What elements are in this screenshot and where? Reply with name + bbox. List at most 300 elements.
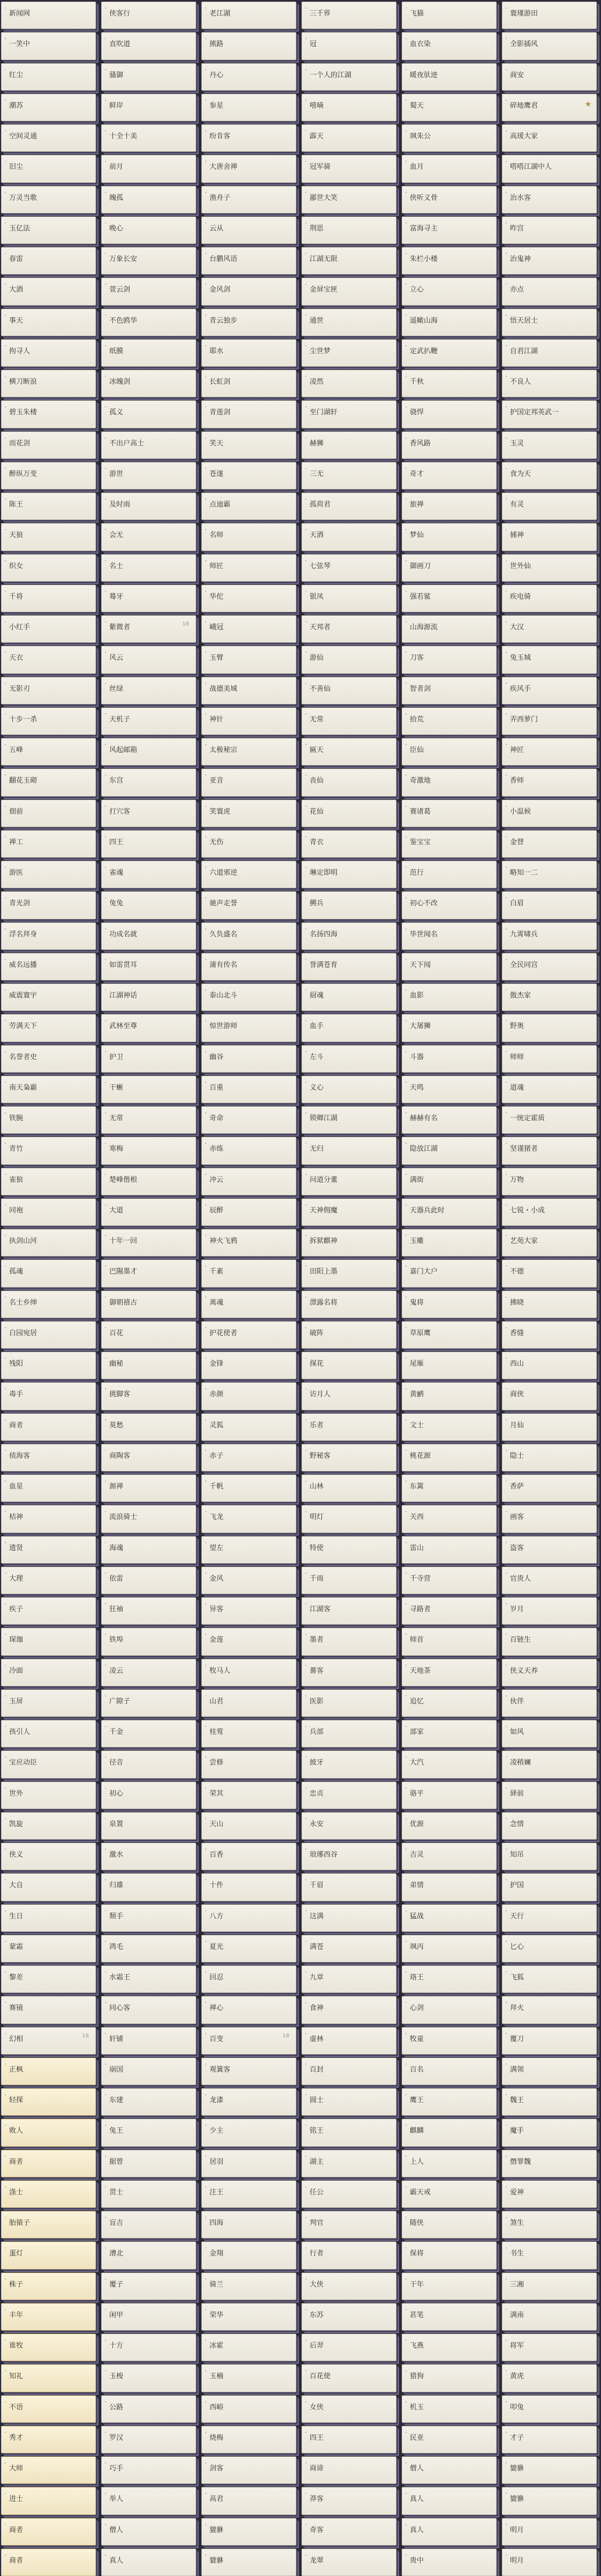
title-cell[interactable] — [302, 1382, 396, 1410]
title-cell[interactable] — [201, 2, 296, 29]
title-cell[interactable] — [502, 1076, 597, 1103]
title-cell[interactable] — [201, 155, 296, 182]
title-cell[interactable] — [302, 2119, 396, 2146]
title-cell[interactable] — [101, 1137, 196, 1164]
title-cell[interactable] — [101, 63, 196, 91]
title-cell[interactable] — [502, 94, 597, 121]
title-cell[interactable] — [402, 247, 497, 274]
title-cell[interactable] — [201, 1751, 296, 1778]
title-cell[interactable] — [502, 63, 597, 91]
title-cell[interactable] — [402, 1965, 497, 1993]
title-cell[interactable] — [402, 2334, 497, 2361]
title-cell[interactable] — [402, 94, 497, 121]
title-cell[interactable] — [302, 2273, 396, 2300]
title-cell[interactable] — [402, 2549, 497, 2576]
title-cell[interactable] — [402, 462, 497, 489]
title-cell[interactable] — [402, 554, 497, 582]
title-cell[interactable] — [201, 953, 296, 980]
title-cell[interactable] — [302, 523, 396, 550]
title-cell[interactable] — [201, 2150, 296, 2177]
title-cell[interactable] — [201, 1812, 296, 1840]
title-cell[interactable] — [201, 493, 296, 520]
title-cell[interactable] — [302, 1782, 396, 1809]
title-cell[interactable] — [1, 2150, 96, 2177]
title-cell[interactable] — [302, 1198, 396, 1226]
title-cell[interactable] — [101, 1413, 196, 1441]
title-cell[interactable] — [101, 124, 196, 152]
title-cell[interactable] — [502, 2303, 597, 2331]
title-cell[interactable] — [201, 2058, 296, 2085]
title-cell[interactable] — [1, 1444, 96, 1471]
title-cell[interactable] — [302, 984, 396, 1011]
title-cell[interactable] — [101, 339, 196, 367]
title-cell[interactable] — [302, 585, 396, 612]
title-cell[interactable] — [101, 370, 196, 397]
title-cell[interactable] — [1, 1382, 96, 1410]
title-cell[interactable] — [1, 677, 96, 704]
title-cell[interactable] — [402, 2456, 497, 2484]
title-cell[interactable] — [302, 400, 396, 428]
title-cell[interactable] — [101, 217, 196, 244]
title-cell[interactable] — [101, 431, 196, 459]
title-cell[interactable] — [1, 2426, 96, 2453]
title-cell[interactable] — [201, 1137, 296, 1164]
title-cell[interactable] — [402, 1475, 497, 1502]
title-cell[interactable] — [1, 1106, 96, 1134]
title-cell[interactable] — [101, 1352, 196, 1379]
title-cell[interactable] — [1, 2456, 96, 2484]
title-cell[interactable] — [402, 922, 497, 950]
title-cell[interactable] — [201, 615, 296, 643]
title-cell[interactable] — [201, 339, 296, 367]
title-cell[interactable] — [101, 1321, 196, 1349]
title-cell[interactable] — [101, 2150, 196, 2177]
title-cell[interactable] — [201, 1720, 296, 1747]
title-cell[interactable] — [101, 2364, 196, 2392]
title-cell[interactable] — [101, 830, 196, 858]
title-cell[interactable] — [201, 2273, 296, 2300]
title-cell[interactable] — [302, 2242, 396, 2269]
title-cell[interactable] — [101, 1475, 196, 1502]
title-cell[interactable] — [1, 309, 96, 336]
title-cell[interactable] — [302, 1106, 396, 1134]
title-cell[interactable] — [1, 400, 96, 428]
title-cell[interactable] — [101, 677, 196, 704]
title-cell[interactable] — [201, 1567, 296, 1594]
title-cell[interactable] — [201, 1935, 296, 1962]
title-cell[interactable] — [201, 2518, 296, 2545]
title-cell[interactable] — [502, 2088, 597, 2116]
title-cell[interactable] — [201, 891, 296, 919]
title-cell[interactable] — [101, 2, 196, 29]
title-cell[interactable] — [1, 94, 96, 121]
title-cell[interactable] — [201, 1352, 296, 1379]
title-cell[interactable] — [1, 615, 96, 643]
title-cell[interactable] — [101, 1996, 196, 2023]
title-cell[interactable] — [302, 2058, 396, 2085]
title-cell[interactable] — [302, 155, 396, 182]
title-cell[interactable] — [402, 1935, 497, 1962]
title-cell[interactable] — [201, 32, 296, 59]
title-cell[interactable] — [201, 2088, 296, 2116]
title-cell[interactable] — [302, 2518, 396, 2545]
title-cell[interactable] — [502, 1782, 597, 1809]
title-cell[interactable] — [1, 1812, 96, 1840]
title-cell[interactable] — [1, 1229, 96, 1256]
title-cell[interactable] — [1, 217, 96, 244]
title-cell[interactable] — [201, 2456, 296, 2484]
title-cell[interactable] — [201, 1965, 296, 1993]
title-cell[interactable] — [101, 1076, 196, 1103]
title-cell[interactable] — [101, 32, 196, 59]
title-cell[interactable] — [302, 186, 396, 213]
title-cell[interactable] — [402, 1873, 497, 1901]
title-cell[interactable] — [201, 708, 296, 735]
title-cell[interactable] — [402, 1444, 497, 1471]
title-cell[interactable] — [502, 217, 597, 244]
title-cell[interactable] — [402, 800, 497, 827]
title-cell[interactable] — [201, 830, 296, 858]
title-cell[interactable] — [502, 2487, 597, 2514]
title-cell[interactable] — [502, 677, 597, 704]
title-cell[interactable] — [402, 1076, 497, 1103]
title-cell[interactable] — [201, 1413, 296, 1441]
title-cell[interactable] — [502, 32, 597, 59]
title-cell[interactable] — [1, 585, 96, 612]
title-cell[interactable] — [1, 1536, 96, 1564]
title-cell[interactable] — [302, 63, 396, 91]
title-cell[interactable] — [502, 1260, 597, 1287]
title-cell[interactable] — [201, 2334, 296, 2361]
title-cell[interactable] — [502, 1812, 597, 1840]
title-cell[interactable] — [302, 2426, 396, 2453]
title-cell[interactable] — [302, 2549, 396, 2576]
title-cell[interactable] — [1, 2303, 96, 2331]
title-cell[interactable] — [302, 677, 396, 704]
title-cell[interactable] — [402, 523, 497, 550]
title-cell[interactable] — [402, 861, 497, 888]
title-cell[interactable] — [402, 431, 497, 459]
title-cell[interactable] — [302, 1076, 396, 1103]
title-cell[interactable] — [101, 278, 196, 305]
title-cell[interactable] — [402, 2180, 497, 2208]
title-cell[interactable] — [1, 1782, 96, 1809]
title-cell[interactable] — [101, 1812, 196, 1840]
title-cell[interactable] — [302, 124, 396, 152]
title-cell[interactable] — [1, 1996, 96, 2023]
title-cell[interactable] — [402, 646, 497, 673]
title-cell[interactable] — [101, 708, 196, 735]
title-cell[interactable] — [502, 1567, 597, 1594]
title-cell[interactable] — [201, 1260, 296, 1287]
title-cell[interactable] — [201, 1843, 296, 1870]
title-cell[interactable] — [1, 1843, 96, 1870]
title-cell[interactable] — [402, 370, 497, 397]
title-cell[interactable] — [502, 769, 597, 796]
title-cell[interactable] — [502, 1751, 597, 1778]
title-cell[interactable] — [101, 1904, 196, 1932]
title-cell[interactable] — [302, 32, 396, 59]
title-cell[interactable] — [402, 1812, 497, 1840]
title-cell[interactable] — [1, 1168, 96, 1195]
title-cell[interactable] — [502, 615, 597, 643]
title-cell[interactable] — [101, 1597, 196, 1625]
title-cell[interactable] — [201, 431, 296, 459]
title-cell[interactable] — [201, 769, 296, 796]
title-cell[interactable] — [101, 769, 196, 796]
title-cell[interactable] — [302, 278, 396, 305]
title-cell[interactable] — [1, 2242, 96, 2269]
title-cell[interactable] — [402, 32, 497, 59]
title-cell[interactable] — [302, 738, 396, 765]
title-cell[interactable] — [402, 2426, 497, 2453]
title-cell[interactable] — [1, 1935, 96, 1962]
title-cell[interactable] — [1, 2058, 96, 2085]
title-cell[interactable] — [402, 2211, 497, 2238]
title-cell[interactable] — [402, 708, 497, 735]
title-cell[interactable] — [101, 1168, 196, 1195]
title-cell[interactable] — [402, 217, 497, 244]
title-cell[interactable] — [402, 2273, 497, 2300]
title-cell[interactable] — [302, 462, 396, 489]
title-cell[interactable] — [1, 370, 96, 397]
title-cell[interactable] — [302, 1352, 396, 1379]
title-cell[interactable] — [1, 2395, 96, 2423]
title-cell[interactable] — [1, 738, 96, 765]
title-cell[interactable] — [201, 585, 296, 612]
title-cell[interactable] — [502, 278, 597, 305]
title-cell[interactable] — [101, 861, 196, 888]
title-cell[interactable] — [201, 1536, 296, 1564]
title-cell[interactable] — [402, 2487, 497, 2514]
title-cell[interactable] — [402, 186, 497, 213]
title-cell[interactable] — [101, 738, 196, 765]
title-cell[interactable] — [1, 1597, 96, 1625]
title-cell[interactable] — [1, 953, 96, 980]
title-cell[interactable] — [101, 2334, 196, 2361]
title-cell[interactable] — [302, 2027, 396, 2054]
title-cell[interactable] — [101, 1382, 196, 1410]
title-cell[interactable] — [1, 1659, 96, 1686]
title-cell[interactable] — [302, 615, 396, 643]
title-cell[interactable] — [502, 1597, 597, 1625]
title-cell[interactable] — [502, 738, 597, 765]
title-cell[interactable] — [402, 1536, 497, 1564]
title-cell[interactable] — [402, 400, 497, 428]
title-cell[interactable] — [302, 830, 396, 858]
title-cell[interactable] — [101, 1720, 196, 1747]
title-cell[interactable] — [402, 2242, 497, 2269]
title-cell[interactable] — [302, 1475, 396, 1502]
title-cell[interactable] — [201, 984, 296, 1011]
title-cell[interactable] — [402, 1413, 497, 1441]
title-cell[interactable] — [201, 94, 296, 121]
title-cell[interactable] — [502, 1505, 597, 1532]
title-cell[interactable] — [402, 2150, 497, 2177]
title-cell[interactable] — [101, 1444, 196, 1471]
title-cell[interactable] — [1, 2273, 96, 2300]
title-cell[interactable] — [101, 155, 196, 182]
title-cell[interactable] — [302, 2334, 396, 2361]
title-cell[interactable] — [1, 554, 96, 582]
title-cell[interactable] — [101, 2119, 196, 2146]
title-cell[interactable] — [1, 2119, 96, 2146]
title-cell[interactable] — [101, 2058, 196, 2085]
title-cell[interactable] — [101, 1505, 196, 1532]
title-cell[interactable] — [402, 891, 497, 919]
title-cell[interactable] — [402, 2027, 497, 2054]
title-cell[interactable] — [302, 2487, 396, 2514]
title-cell[interactable] — [502, 1475, 597, 1502]
title-cell[interactable] — [101, 1567, 196, 1594]
title-cell[interactable] — [502, 585, 597, 612]
title-cell[interactable] — [201, 800, 296, 827]
title-cell[interactable] — [201, 1475, 296, 1502]
title-cell[interactable] — [1, 2334, 96, 2361]
title-cell[interactable] — [302, 891, 396, 919]
title-cell[interactable] — [201, 1382, 296, 1410]
title-cell[interactable] — [402, 1352, 497, 1379]
title-cell[interactable] — [402, 1045, 497, 1073]
title-cell[interactable] — [502, 1106, 597, 1134]
title-cell[interactable] — [302, 1873, 396, 1901]
title-cell[interactable] — [502, 493, 597, 520]
title-cell[interactable] — [1, 278, 96, 305]
title-cell[interactable] — [201, 400, 296, 428]
title-cell[interactable] — [1, 186, 96, 213]
title-cell[interactable] — [502, 1413, 597, 1441]
title-cell[interactable] — [502, 1382, 597, 1410]
title-cell[interactable] — [201, 1014, 296, 1041]
title-cell[interactable] — [201, 2303, 296, 2331]
title-cell[interactable] — [402, 1843, 497, 1870]
title-cell[interactable] — [201, 2364, 296, 2392]
title-cell[interactable] — [502, 1291, 597, 1318]
title-cell[interactable] — [502, 646, 597, 673]
title-cell[interactable] — [101, 1229, 196, 1256]
title-cell[interactable] — [302, 1413, 396, 1441]
title-cell[interactable] — [101, 1291, 196, 1318]
title-cell[interactable] — [1, 1076, 96, 1103]
title-cell[interactable] — [1, 1352, 96, 1379]
title-cell[interactable] — [201, 1597, 296, 1625]
title-cell[interactable] — [302, 861, 396, 888]
title-cell[interactable] — [1, 1413, 96, 1441]
title-cell[interactable] — [502, 1352, 597, 1379]
title-cell[interactable] — [1, 2364, 96, 2392]
title-cell[interactable] — [502, 2150, 597, 2177]
title-cell[interactable] — [502, 2273, 597, 2300]
title-cell[interactable] — [402, 1689, 497, 1717]
title-cell[interactable] — [502, 984, 597, 1011]
title-cell[interactable] — [502, 462, 597, 489]
title-cell[interactable] — [1, 2, 96, 29]
title-cell[interactable] — [201, 861, 296, 888]
title-cell[interactable] — [101, 1843, 196, 1870]
title-cell[interactable] — [101, 186, 196, 213]
title-cell[interactable] — [302, 493, 396, 520]
title-cell[interactable] — [302, 1659, 396, 1686]
title-cell[interactable] — [402, 2088, 497, 2116]
title-cell[interactable] — [101, 1935, 196, 1962]
title-cell[interactable] — [502, 155, 597, 182]
title-cell[interactable] — [502, 1873, 597, 1901]
title-cell[interactable] — [1, 2088, 96, 2116]
title-cell[interactable] — [201, 309, 296, 336]
title-cell[interactable] — [101, 1014, 196, 1041]
title-cell[interactable] — [201, 1873, 296, 1901]
title-cell[interactable] — [402, 1321, 497, 1349]
title-cell[interactable] — [502, 554, 597, 582]
title-cell[interactable] — [1, 2180, 96, 2208]
title-cell[interactable] — [101, 554, 196, 582]
title-cell[interactable] — [201, 1689, 296, 1717]
title-cell[interactable] — [1, 1505, 96, 1532]
title-cell[interactable] — [101, 1106, 196, 1134]
title-cell[interactable] — [101, 2211, 196, 2238]
title-cell[interactable] — [201, 1076, 296, 1103]
title-cell[interactable] — [402, 1782, 497, 1809]
title-cell[interactable] — [502, 2334, 597, 2361]
title-cell[interactable] — [502, 2518, 597, 2545]
title-cell[interactable] — [302, 800, 396, 827]
title-cell[interactable] — [302, 2150, 396, 2177]
title-cell[interactable] — [101, 891, 196, 919]
title-cell[interactable] — [302, 309, 396, 336]
title-cell[interactable] — [101, 1873, 196, 1901]
title-cell[interactable] — [1, 155, 96, 182]
title-cell[interactable] — [302, 1935, 396, 1962]
title-cell[interactable] — [101, 1628, 196, 1655]
title-cell[interactable] — [402, 2058, 497, 2085]
title-cell[interactable] — [402, 1168, 497, 1195]
title-cell[interactable] — [502, 2119, 597, 2146]
title-cell[interactable] — [502, 1935, 597, 1962]
title-cell[interactable] — [402, 585, 497, 612]
title-cell[interactable] — [302, 1843, 396, 1870]
title-cell[interactable] — [302, 1014, 396, 1041]
title-cell[interactable] — [502, 1536, 597, 1564]
title-cell[interactable] — [302, 1597, 396, 1625]
title-cell[interactable] — [502, 2242, 597, 2269]
title-cell[interactable] — [402, 1260, 497, 1287]
title-cell[interactable] — [1, 339, 96, 367]
title-cell[interactable] — [201, 1659, 296, 1686]
title-cell[interactable] — [502, 1720, 597, 1747]
title-cell[interactable] — [101, 984, 196, 1011]
title-cell[interactable] — [1, 2027, 96, 2054]
title-cell[interactable] — [302, 2395, 396, 2423]
title-cell[interactable] — [302, 1751, 396, 1778]
title-cell[interactable] — [1, 984, 96, 1011]
title-cell[interactable] — [302, 953, 396, 980]
title-cell[interactable] — [402, 1382, 497, 1410]
title-cell[interactable] — [201, 2487, 296, 2514]
title-cell[interactable] — [201, 2211, 296, 2238]
title-cell[interactable] — [302, 1045, 396, 1073]
title-cell[interactable] — [101, 2303, 196, 2331]
title-cell[interactable] — [302, 554, 396, 582]
title-cell[interactable] — [101, 400, 196, 428]
title-cell[interactable] — [502, 1321, 597, 1349]
title-cell[interactable] — [201, 462, 296, 489]
title-cell[interactable] — [302, 2211, 396, 2238]
title-cell[interactable] — [402, 1751, 497, 1778]
title-cell[interactable] — [402, 1291, 497, 1318]
title-cell[interactable] — [502, 2364, 597, 2392]
title-cell[interactable] — [101, 953, 196, 980]
title-cell[interactable] — [502, 1229, 597, 1256]
